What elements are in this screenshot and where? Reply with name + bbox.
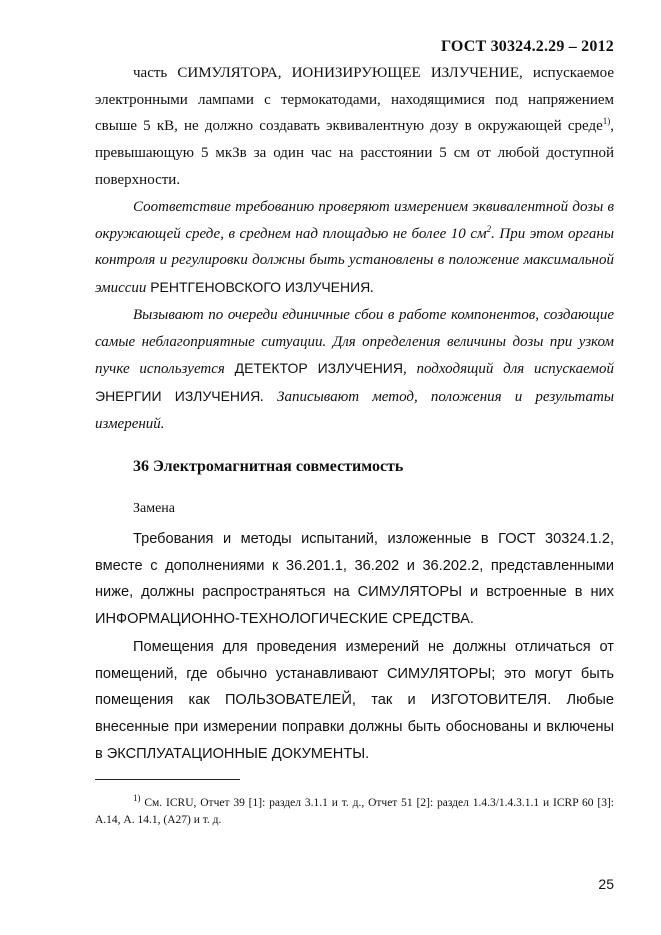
paragraph-single-faults xyxy=(95,302,614,438)
document-header-id: ГОСТ 30324.2.29 – 2012 xyxy=(440,38,614,55)
paragraph-compliance xyxy=(95,194,614,302)
paragraph-text: . xyxy=(370,280,375,297)
defined-term: ЭНЕРГИИ ИЗЛУЧЕНИЯ xyxy=(95,388,261,405)
superscript: 2 xyxy=(486,223,492,234)
paragraph-text: часть СИМУЛЯТОРА, ИОНИЗИРУЮЩЕЕ ИЗЛУЧЕНИЕ, испускаемое электронными лампами с термокатодами, находящимися под напряжением свыше 5 кВ, не должно создавать эквивалентную дозу в окружающей среде xyxy=(95,65,614,135)
footnote-reference: 1) xyxy=(602,116,611,127)
defined-term: ДЕТЕКТОР ИЗЛУЧЕНИЯ xyxy=(234,360,403,377)
footnote-text: См. ICRU, Отчет 39 [1]: раздел 3.1.1 и т. д., Отчет 51 [2]: раздел 1.4.3/1.4.3.1.1 и ICRP 60 [3]: А.14, А. 14.1, (А27) и т. д. xyxy=(95,797,614,826)
paragraph-text: . При этом органы контроля и регулировки должны быть установлены в положение максимальной эмиссии xyxy=(95,225,614,297)
paragraph-text: Соответствие требованию проверяют измерением эквивалентной дозы в окружающей среде, в среднем над площадью не более 10 см xyxy=(95,199,614,242)
paragraph-measurement-rooms: Помещения для проведения измерений не должны отличаться от помещений, где обычно устанавливают СИМУЛЯТОРЫ; это могут быть помещения как ПОЛЬЗОВАТЕЛЕЙ, так и ИЗГОТОВИТЕЛЯ. Любые внесенные при измерении поправки должны быть обоснованы и включены в ЭКСПЛУАТАЦИОННЫЕ ДОКУМЕНТЫ. xyxy=(95,639,614,762)
paragraph-text: Вызывают по очереди единичные сбои в работе компонентов, создающие самые неблагоприятные ситуации. Для определения величины дозы при узком пучке используется xyxy=(95,307,614,378)
footnote xyxy=(95,795,614,829)
replacement-label: Замена xyxy=(133,501,176,516)
footnote-mark: 1) xyxy=(133,793,141,804)
paragraph-text: , подходящий для испускаемой xyxy=(402,361,614,378)
section-heading: 36 Электромагнитная совместимость xyxy=(133,458,404,475)
footnote-separator xyxy=(95,779,240,780)
paragraph-text: , превышающую 5 мкЗв за один час на расстоянии 5 см от любой доступной поверхности. xyxy=(95,118,614,188)
paragraph-text: . Записывают метод, положения и результаты измерений. xyxy=(95,389,614,432)
page-number: 25 xyxy=(598,876,614,892)
paragraph-radiation-limit xyxy=(95,60,614,194)
paragraph-emc-requirements: Требования и методы испытаний, изложенные в ГОСТ 30324.1.2, вместе с дополнениями к 36.201.1, 36.202 и 36.202.2, представленными ниже, должны распространяться на СИМУЛЯТОРЫ и встроенные в них ИНФОРМАЦИОННО-ТЕХНОЛОГИЧЕСКИЕ СРЕДСТВА. xyxy=(95,531,614,628)
defined-term: РЕНТГЕНОВСКОГО ИЗЛУЧЕНИЯ xyxy=(150,279,371,296)
